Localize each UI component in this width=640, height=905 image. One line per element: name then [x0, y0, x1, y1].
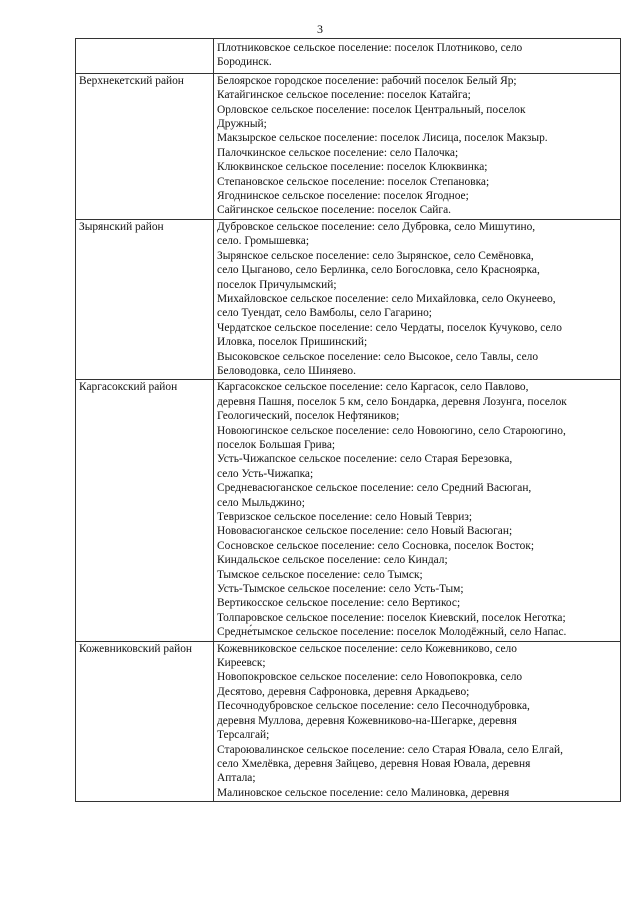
settlement-line: Староювалинское сельское поселение: село Старая Ювала, село Елгай,	[217, 743, 563, 756]
settlement-line: село Хмелёвка, деревня Зайцево, деревня Новая Ювала, деревня	[217, 757, 531, 770]
settlement-line: село. Громышевка;	[217, 235, 310, 248]
settlement-line: Тевризское сельское поселение: село Новый Тевриз;	[217, 511, 472, 523]
district-name	[76, 39, 214, 74]
settlement-line: Новопокровское сельское поселение: село Новопокровка, село	[217, 671, 523, 684]
settlement-line: Сайгинское сельское поселение: поселок Сайга.	[217, 204, 451, 217]
table-row	[76, 39, 621, 74]
settlement-line: Средне́тымское сельское поселение: поселок Молодёжный, село Напас.	[217, 626, 567, 639]
settlement-line: Ягоднинское сельское поселение: поселок Ягодное;	[217, 190, 469, 203]
settlement-line: Толпаровское сельское поселение: поселок Киевский, поселок Неготка;	[217, 611, 566, 624]
settlement-line: Средневасюганское сельское поселение: село Средний Васюган,	[217, 482, 532, 495]
settlements-cell	[214, 219, 621, 379]
settlement-line: Катайгинское сельское поселение: поселок Катайга;	[217, 89, 471, 102]
settlement-line: Орловское сельское поселение: поселок Центральный, поселок	[217, 103, 526, 116]
table-row	[76, 73, 621, 219]
settlement-line: Песочнодубровское сельское поселение: село Песочнодубровка,	[217, 700, 530, 713]
settlement-line: Кожевниковское сельское поселение: село Кожевниково, село	[217, 642, 517, 655]
settlement-line: Малиновское сельское поселение: село Малиновка, деревня	[217, 786, 510, 799]
settlements-cell	[214, 641, 621, 801]
settlement-line: Дубровское сельское поселение: село Дубровка, село Мишутино,	[217, 220, 536, 233]
settlements-cell	[214, 73, 621, 219]
table-row	[76, 219, 621, 379]
settlement-line: Аптала;	[217, 772, 256, 785]
page-number: 3	[317, 22, 323, 36]
settlement-line: Дружный;	[217, 118, 267, 131]
district-name: Зырянский район	[76, 219, 214, 379]
districts-table	[75, 38, 621, 802]
settlement-line: Терсалгай;	[217, 729, 270, 742]
settlement-line: Новоюгинское сельское поселение: село Новоюгино, село Староюгино,	[217, 424, 566, 437]
settlement-line: Зырянское сельское поселение: село Зырянское, село Семёновка,	[217, 249, 534, 262]
settlement-line: Сосновское сельское поселение: село Сосновка, поселок Восток;	[217, 539, 535, 552]
settlement-line: Плотниковское сельское поселение: поселок Плотниково, село	[217, 42, 523, 54]
settlement-line: Степановское сельское поселение: поселок Степановка;	[217, 175, 490, 188]
settlement-line: село Усть-Чижапка;	[217, 467, 314, 480]
settlement-line: поселок Большая Грива;	[217, 438, 336, 451]
settlement-line: Вертикосское сельское поселение: село Вертикос;	[217, 597, 461, 610]
settlement-line: село Туендат, село Вамболы, село Гагарино;	[217, 307, 432, 320]
settlement-line: Нововасюганское сельское поселение: село Новый Васюган;	[217, 525, 513, 538]
settlements-cell	[214, 380, 621, 641]
settlement-line: село Цыганово, село Берлинка, село Богословка, село Красноярка,	[217, 264, 540, 277]
table-row	[76, 641, 621, 801]
district-name: Каргасокский район	[76, 380, 214, 641]
settlement-line: село Мыльджино;	[217, 496, 305, 509]
settlement-line: Иловка, поселок Пришинский;	[217, 336, 368, 349]
settlement-line: Десятово, деревня Сафроновка, деревня Аркадьево;	[217, 685, 470, 698]
settlement-line: Киреевск;	[217, 657, 266, 670]
settlement-line: поселок Причулымский;	[217, 278, 337, 291]
settlements-cell	[214, 39, 621, 74]
district-name: Верхнекетский район	[76, 73, 214, 219]
settlement-line: Усть-Тымское сельское поселение: село Усть-Тым;	[217, 583, 464, 596]
settlement-line: Усть-Чижапское сельское поселение: село Старая Березовка,	[217, 453, 513, 466]
table-row	[76, 380, 621, 641]
settlement-line: Беловодовка, село Шиняево.	[217, 364, 356, 377]
settlement-line: Высоковское сельское поселение: село Высокое, село Тавлы, село	[217, 350, 539, 363]
settlement-line: Михайловское сельское поселение: село Михайловка, село Окунеево,	[217, 292, 556, 305]
settlement-line: Макзырское сельское поселение: поселок Лисица, поселок Макзыр.	[217, 132, 548, 145]
settlement-line: Чердатское сельское поселение: село Чердаты, поселок Кучуково, село	[217, 321, 562, 334]
settlement-line: Палочкинское сельское поселение: село Палочка;	[217, 146, 459, 159]
settlement-line: Тымское сельское поселение: село Тымск;	[217, 568, 423, 581]
settlement-line: деревня Муллова, деревня Кожевниково-на-Шегарке, деревня	[217, 714, 517, 727]
settlement-line: Бородинск.	[217, 56, 272, 69]
settlement-line: Каргасокское сельское поселение: село Каргасок, село Павлово,	[217, 381, 529, 394]
settlement-line: Геологический, поселок Нефтяников;	[217, 410, 400, 423]
settlement-line: Клюквинское сельское поселение: поселок Клюквинка;	[217, 161, 488, 174]
settlement-line: Белоярское городское поселение: рабочий поселок Белый Яр;	[217, 74, 517, 87]
settlement-line: деревня Пашня, поселок 5 км, село Бондарка, деревня Лозунга, поселок	[217, 395, 567, 408]
district-name: Кожевниковский район	[76, 641, 214, 801]
settlement-line: Киндальское сельское поселение: село Киндал;	[217, 554, 448, 567]
